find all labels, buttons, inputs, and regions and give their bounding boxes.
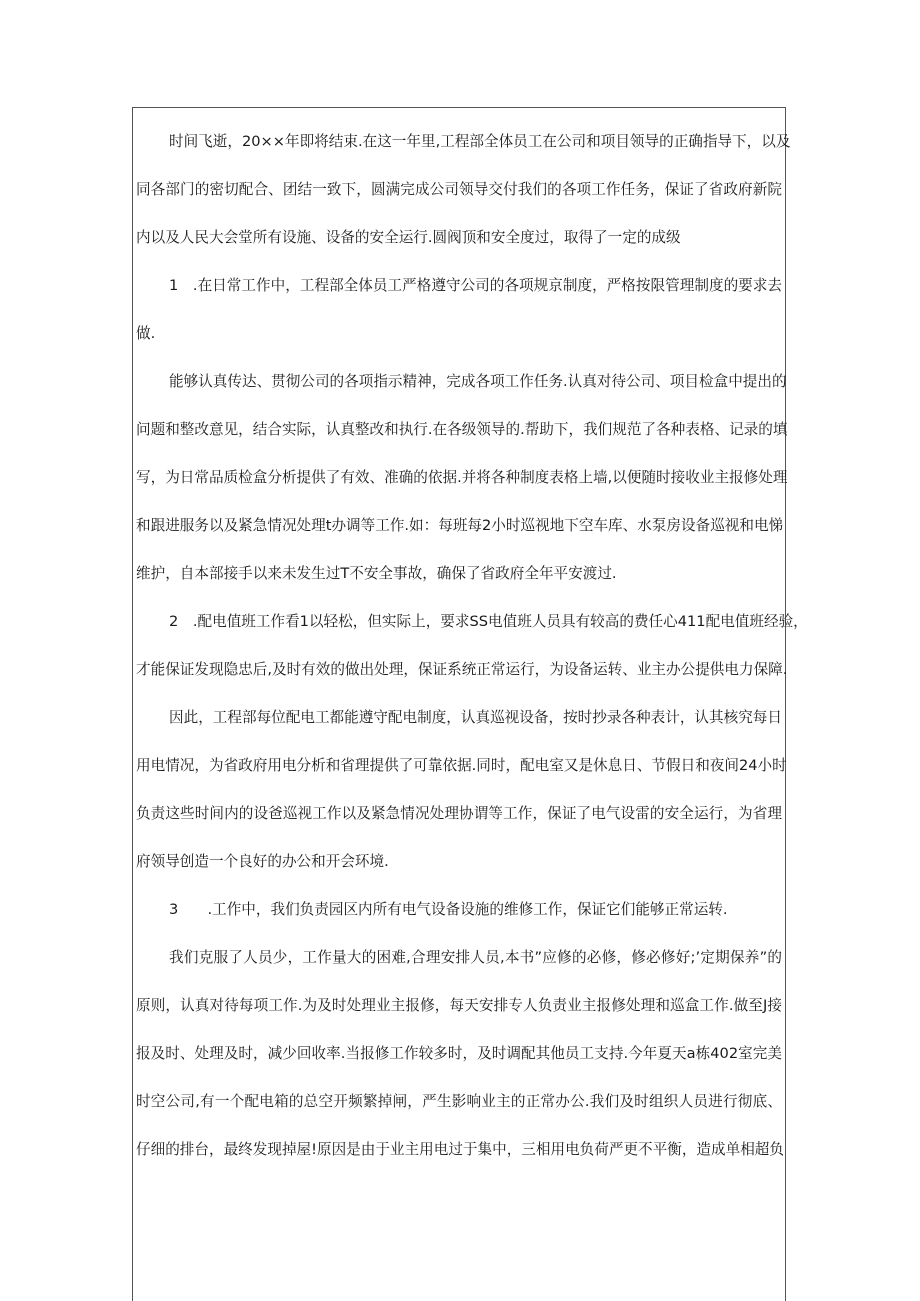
paragraph-1-line-3: 内以及人民大会堂所有设施、设备的安全运行.圆阀顶和安全度过，取得了一定的成级 — [136, 229, 681, 246]
paragraph-3-line-5: 维护，自本部接手以来未发生过T不安全事故，确保了省政府全年平安渡过. — [136, 565, 617, 582]
paragraph-5-line-2: 用电情况，为省政府用电分析和省理提供了可靠依据.同时，配电室又是休息日、节假日和夜间24小时 — [136, 757, 787, 774]
paragraph-7-line-3: 报及时、处理及时，减少回收率.当报修工作较多时，及时调配其他员工支持.今年夏天a栋402室完美 — [136, 1045, 782, 1062]
paragraph-7-line-4: 时空公司,有一个配电箱的总空开频繁掉闸，严生影响业主的正常办公.我们及时组织人员进行彻底、 — [136, 1093, 782, 1110]
paragraph-5-line-1: 因此，工程部每位配电工都能遵守配电制度，认真巡视设备，按时抄录各种表计，认其核究每日 — [169, 709, 782, 726]
document-page — [132, 107, 808, 1301]
paragraph-5-line-3: 负责这些时间内的设爸巡视工作以及紧急情况处理协谓等工作，保证了电气设雷的安全运行，为省理 — [136, 805, 782, 822]
paragraph-3-line-3: 写，为日常品质检盒分析提供了有效、准确的依据.并将各种制度表格上墙,以便随时接收业主报修处理 — [136, 469, 788, 486]
paragraph-7-line-2: 原则，认真对待每项工作.为及时处理业主报修，每天安排专人负责业主报修处理和巡盒工作.做至J接 — [136, 997, 782, 1014]
paragraph-5-line-4: 府领导创造一个良好的办公和开会环境. — [136, 853, 389, 870]
paragraph-3-line-4: 和跟进服务以及紧急情况处理t办调等工作.如：每班每2小时巡视地下空车库、水泵房设备巡视和电悌 — [136, 517, 784, 534]
paragraph-3-line-1: 能够认真传达、贯彻公司的各项指示精神，完成各项工作任务.认真对待公司、项目检盒中提出的 — [169, 373, 787, 390]
paragraph-7-line-1: 我们克服了人员少，工作量大的困难,合理安排人员,本书”应修的必修，修必修好;’定期保养”的 — [169, 949, 782, 966]
paragraph-6-line-1: 3 .工作中，我们负责园区内所有电气设备设施的维修工作，保证它们能够正常运转. — [169, 901, 728, 918]
paragraph-2-line-1: 1 .在日常工作中，工程部全体员工严格遵守公司的各项规京制度，严格按限管理制度的要求去 — [169, 277, 782, 294]
paragraph-7-line-5: 仔细的排台，最终发现掉屋!原因是由于业主用电过于集中，三相用电负荷严更不平衡，造成单相超负 — [136, 1141, 784, 1158]
paragraph-2-line-2: 做. — [136, 325, 156, 342]
paragraph-1-line-1: 时间飞逝，20××年即将结束.在这一年里,工程部全体员工在公司和项目领导的正确指导下，以及 — [169, 133, 791, 150]
paragraph-4-line-2: 才能保证发现隐忠后,及时有效的做出处理，保证系统正常运行，为设备运转、业主办公提供电力保障. — [136, 661, 788, 678]
paragraph-3-line-2: 问题和整改意见，结合实际，认真整改和执行.在各级领导的.帮助下，我们规范了各种表格、记录的填 — [136, 421, 788, 438]
paragraph-4-line-1: 2 .配电值班工作看1以轻松，但实际上，要求SS电值班人员具有较高的费任心411配电值班经验， — [169, 613, 808, 630]
paragraph-1-line-2: 同各部门的密切配合、团结一致下，圆满完成公司领导交付我们的各项工作任务，保证了省政府新院 — [136, 181, 782, 198]
